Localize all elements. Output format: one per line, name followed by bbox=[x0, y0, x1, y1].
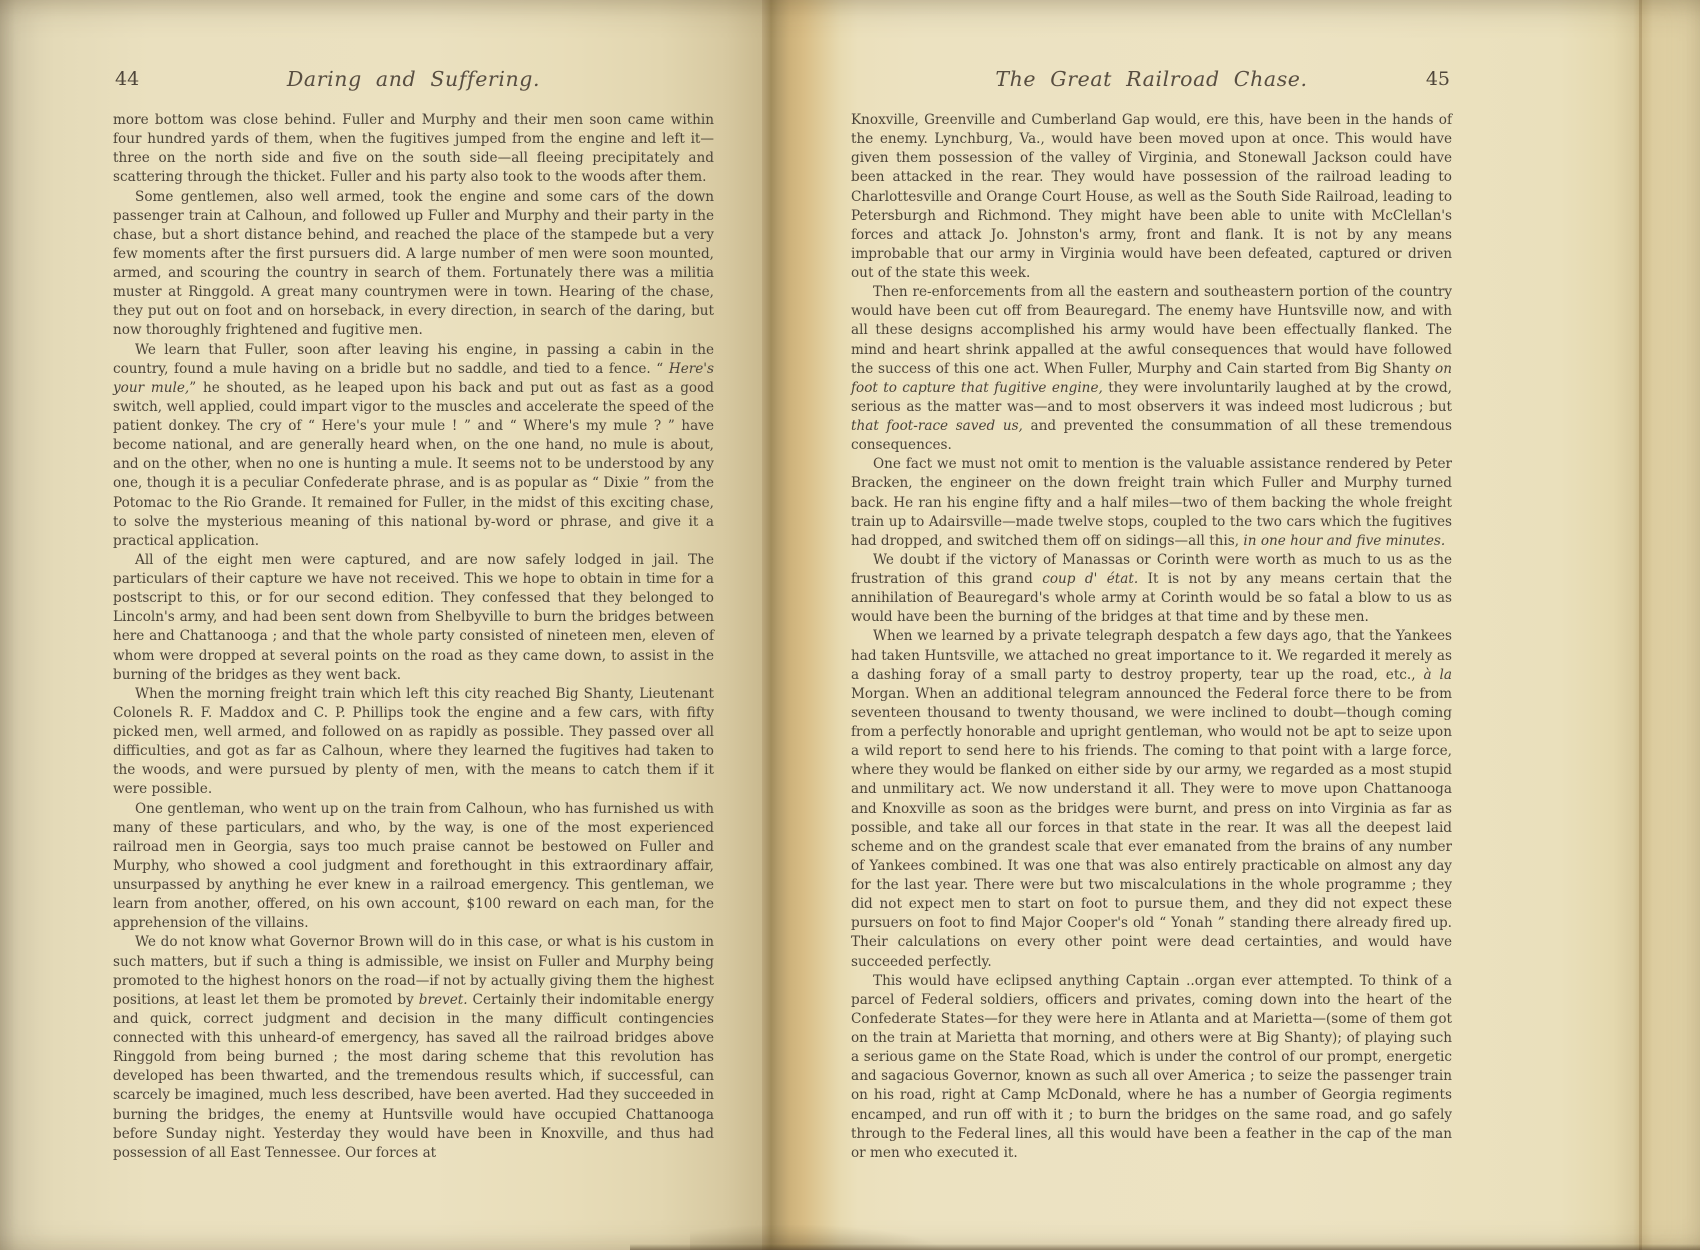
left-page-text-column bbox=[113, 111, 714, 1163]
text-run: When the morning freight train which left this city reached Big Shanty, Lieutenant Colonels R. F. Maddox and C. P. Phillips took the engine and a few cars, with fifty picked men, well armed, and followed on as rapidly as possible. They passed over all difficulties, and got as far as Calhoun, where they learned the fugitives had taken to the woods, and were pursued by plenty of men, with the means to catch them if it were possible. bbox=[113, 685, 714, 798]
paragraph bbox=[851, 455, 1452, 551]
paragraph bbox=[113, 685, 714, 800]
paragraph bbox=[851, 551, 1452, 628]
text-run: One gentleman, who went up on the train from Calhoun, who has furnished us with many of these particulars, and who, by the way, is one of the most experienced railroad men in Georgia, says too much praise cannot be bestowed on Fuller and Murphy, who showed a cool judgment and forethought in this extraordinary affair, unsurpassed by anything he ever knew in a railroad emergency. This gentleman, we learn from another, offered, on his own account, $100 reward on each man, for the apprehension of the villains. bbox=[113, 800, 714, 932]
right-page-header bbox=[851, 64, 1452, 94]
page-number: 44 bbox=[115, 68, 140, 90]
paragraph bbox=[851, 283, 1452, 455]
text-run: All of the eight men were captured, and are now safely lodged in jail. The particulars of their capture we have not received. This we hope to obtain in time for a postscript to this, or for our second edition. They confessed that they belonged to Lincoln's army, and had been sent down from Shelbyville to burn the bridges between here and Chattanooga ; and that the whole party consisted of nineteen men, eleven of whom were dropped at several points on the road as they came down, to assist in the burning of the bridges as they went back. bbox=[113, 551, 714, 683]
text-run: We doubt if the victory of Manassas or Corinth were worth as much to us as the frustration of this grand bbox=[851, 551, 1452, 587]
text-run: We do not know what Governor Brown will do in this case, or what is his custom in such matters, but if such a thing is admissible, we insist on Fuller and Murphy being promoted to the highest honors on the road—if not by actually giving them the highest positions, at least let them be promoted by bbox=[113, 934, 714, 1008]
page-number: 45 bbox=[1425, 68, 1450, 90]
right-page bbox=[851, 0, 1452, 1163]
text-run: and prevented the consummation of all these tremendous consequences. bbox=[851, 418, 1452, 454]
paragraph bbox=[113, 341, 714, 551]
italic-text-run: on foot to capture that fugitive engine, bbox=[851, 360, 1452, 396]
right-page-text-column bbox=[851, 111, 1452, 1163]
text-run: It is not by any means certain that the annihilation of Beauregard's whole army at Corinth would be so fatal a blow to us as would have been the burning of the bridges at that time and by these men. bbox=[851, 571, 1452, 626]
paragraph bbox=[113, 111, 714, 188]
text-run: We learn that Fuller, soon after leaving his engine, in passing a cabin in the country, found a mule having on a bridle but no saddle, and tied to a fence. “ bbox=[113, 341, 714, 377]
running-title: Daring and Suffering. bbox=[286, 67, 541, 91]
text-run: When we learned by a private telegraph despatch a few days ago, that the Yankees had taken Huntsville, we attached no great importance to it. We regarded it merely as a dashing foray of a small party to destroy property, tear up the road, etc., bbox=[851, 628, 1452, 683]
italic-text-run: à la bbox=[1423, 666, 1452, 683]
paragraph bbox=[851, 972, 1452, 1163]
paragraph bbox=[113, 551, 714, 685]
italic-text-run: that foot-race saved us, bbox=[851, 418, 1023, 434]
text-run: ” he shouted, as he leaped upon his back and put out as fast as a good switch, well applied, could impart vigor to the muscles and accelerate the speed of the patient donkey. The cry of “ Here's your mule ! ” and “ Where's my mule ? ” have become national, and are generally heard when, on the one hand, no mule is about, and on the other, when no one is hunting a mule. It seems not to be understood by any one, though it is a peculiar Confederate phrase, and is as popular as “ Dixie ” from the Potomac to the Rio Grande. It remained for Fuller, in the midst of this exciting chase, to solve the mysterious meaning of this national by-word or phrase, and give it a practical application. bbox=[113, 379, 714, 549]
text-run: One fact we must not omit to mention is the valuable assistance rendered by Peter Bracken, the engineer on the down freight train which Fuller and Murphy turned back. He ran his engine fifty and a half miles—two of them backing the whole freight train up to Adairsville—made twelve stops, coupled to the two cars which the fugitives had dropped, and switched them off on sidings—all this, bbox=[851, 456, 1452, 549]
italic-text-run: in one hour and five minutes. bbox=[1243, 532, 1446, 549]
italic-text-run: coup d' état. bbox=[1042, 571, 1139, 587]
text-run: This would have eclipsed anything Captain ..organ ever attempted. To think of a parcel of Federal soldiers, officers and privates, coming down into the heart of the Confederate States—for they were here in Atlanta and at Marietta—(some of them got on the train at Marietta that morning, and others were at Big Shanty); of playing such a serious game on the State Road, which is under the control of our prompt, energetic and sagacious Governor, known as such all over America ; to seize the passenger train on his road, right at Camp McDonald, where he has a number of Georgia regiments encamped, and run off with it ; to burn the bridges on the same road, and go safely through to the Federal lines, all this would have been a feather in the cap of the man or men who executed it. bbox=[851, 972, 1452, 1161]
paragraph bbox=[851, 111, 1452, 283]
left-page bbox=[113, 0, 714, 1163]
left-page-header bbox=[113, 64, 714, 94]
page-edge-line bbox=[1639, 0, 1642, 1250]
italic-text-run: Here's your mule, bbox=[113, 360, 714, 396]
running-title: The Great Railroad Chase. bbox=[995, 67, 1308, 91]
text-run: Morgan. When an additional telegram announced the Federal force there to be from seventeen thousand to twenty thousand, we were inclined to doubt—though coming from a perfectly honorable and upright gentleman, who would not be apt to seize upon a wild report to send here to his friends. The coming to that point with a large force, where they would be flanked on either side by our army, we regarded as a most stupid and unmilitary act. We now understand it all. They were to move upon Chattanooga and Knoxville as soon as the bridges were burnt, and press on into Virginia as far as possible, and take all our forces in that state in the rear. It was all the deepest laid scheme and on the grandest scale that ever emanated from the brains of any number of Yankees combined. It was one that was also entirely practicable on almost any day for the last year. There were but two miscalculations in the whole programme ; they did not expect men to start on foot to pursue them, and they did not expect these pursuers on foot to find Major Cooper's old “ Yonah ” standing there already fired up. Their calculations on every other point were dead certainties, and would have succeeded perfectly. bbox=[851, 685, 1452, 970]
text-run: more bottom was close behind. Fuller and Murphy and their men soon came within four hundred yards of them, when the fugitives jumped from the engine and left it—three on the north side and five on the south side—all fleeing precipitately and scattering through the thicket. Fuller and his party also took to the woods after them. bbox=[113, 112, 714, 186]
paragraph bbox=[851, 627, 1452, 971]
text-run: Then re-enforcements from all the eastern and southeastern portion of the country would have been cut off from Beauregard. The enemy have Huntsville now, and with all these designs accomplished his army would have been effectually flanked. The mind and heart shrink appalled at the awful consequences that would have followed the success of this one act. When Fuller, Murphy and Cain started from Big Shanty bbox=[851, 284, 1452, 377]
text-run: they were involuntarily laughed at by the crowd, serious as the matter was—and to most observers it was indeed most ludicrous ; but bbox=[851, 379, 1453, 415]
bottom-page-edge-shadow bbox=[630, 1244, 1700, 1250]
paragraph bbox=[113, 800, 714, 934]
text-run: Certainly their indomitable energy and quick, correct judgment and decision in the many difficult contingencies connected with this unheard-of emergency, has saved all the railroad bridges above Ringgold from being burned ; the most daring scheme that this revolution has developed has been thwarted, and the tremendous results which, if successful, can scarcely be imagined, much less described, have been averted. Had they succeeded in burning the bridges, the enemy at Huntsville would have occupied Chattanooga before Sunday night. Yesterday they would have been in Knoxville, and thus had possession of all East Tennessee. Our forces at bbox=[113, 991, 714, 1161]
book-gutter-shadow bbox=[762, 0, 858, 1250]
paragraph bbox=[113, 933, 714, 1163]
italic-text-run: brevet. bbox=[418, 991, 468, 1008]
text-run: Knoxville, Greenville and Cumberland Gap would, ere this, have been in the hands of the enemy. Lynchburg, Va., would have been moved upon at once. This would have given them possession of the valley of Virginia, and Stonewall Jackson could have been attacked in the rear. They would have possession of the railroad leading to Charlottesville and Orange Court House, as well as the South Side Railroad, leading to Petersburgh and Richmond. They might have been able to unite with McClellan's forces and attack Jo. Johnston's army, front and flank. It is not by any means improbable that our army in Virginia would have been defeated, captured or driven out of the state this week. bbox=[851, 112, 1452, 281]
paragraph bbox=[113, 188, 714, 341]
text-run: Some gentlemen, also well armed, took the engine and some cars of the down passenger train at Calhoun, and followed up Fuller and Murphy and their party in the chase, but a short distance behind, and reached the place of the stampede but a very few moments after the first pursuers did. A large number of men were soon mounted, armed, and scouring the country in search of them. Fortunately there was a militia muster at Ringgold. A great many countrymen were in town. Hearing of the chase, they put out on foot and on horseback, in every direction, in search of the daring, but now thoroughly frightened and fugitive men. bbox=[113, 188, 714, 339]
